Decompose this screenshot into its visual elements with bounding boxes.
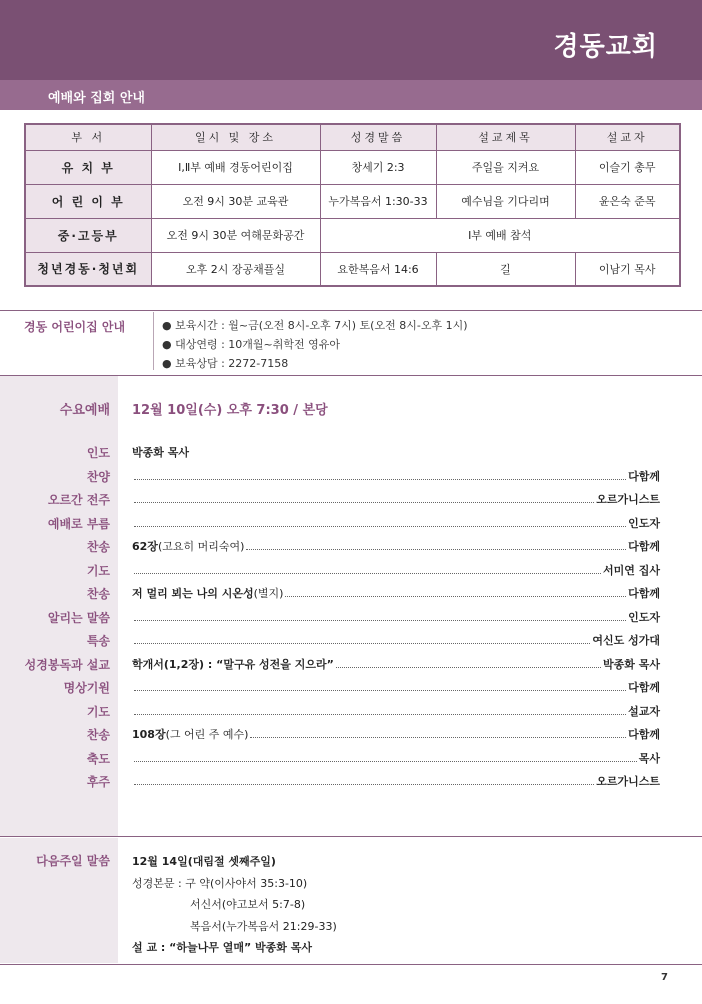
dot-leader	[134, 761, 637, 762]
order-content	[120, 656, 660, 672]
order-item	[0, 538, 702, 561]
dot-leader	[134, 620, 626, 621]
dot-leader	[134, 526, 626, 527]
order-bold-text: 학개서(1,2장) : “말구유 성전을 지으라”	[132, 657, 334, 671]
order-content	[120, 609, 660, 625]
order-item	[0, 515, 702, 538]
col-header: 성경말씀	[320, 124, 436, 150]
order-performer: 다함께	[628, 540, 660, 553]
order-item	[0, 679, 702, 702]
page-number: 7	[661, 972, 668, 983]
table-row	[25, 252, 680, 286]
order-bold-text: 저 멀리 뵈는 나의 시온성	[132, 587, 254, 600]
order-label: 기도	[86, 704, 110, 719]
order-content	[120, 585, 660, 601]
preacher-cell: 이남기 목사	[575, 252, 680, 286]
table-row	[25, 184, 680, 218]
header-banner	[0, 0, 702, 80]
divider	[0, 836, 702, 837]
dot-leader	[134, 690, 626, 691]
church-name: 경동교회	[553, 32, 658, 62]
order-label: 축도	[86, 751, 110, 766]
order-item	[0, 444, 702, 467]
order-performer: 다함께	[628, 728, 660, 741]
order-item	[0, 562, 702, 585]
scripture-cell: 요한복음서 14:6	[320, 252, 436, 286]
section-title: 예배와 집회 안내	[48, 91, 145, 106]
scripture-line: 성경본문 : 구 약(이사야서 35:3-10)	[132, 876, 308, 890]
order-content	[120, 703, 660, 719]
order-text	[120, 726, 250, 742]
merged-cell: Ⅰ부 예배 참석	[320, 218, 680, 252]
dot-leader	[134, 479, 626, 480]
order-label: 찬송	[86, 728, 110, 742]
col-header: 일시 및 장소	[151, 124, 320, 150]
order-item	[0, 468, 702, 491]
preacher-cell: 이슬기 총무	[575, 150, 680, 184]
order-label: 알리는 말씀	[47, 610, 110, 625]
section-bar	[0, 80, 702, 110]
order-performer: 목사	[638, 751, 660, 765]
order-item	[0, 656, 702, 679]
order-item	[0, 750, 702, 773]
order-note: (그 어린 주 예수)	[165, 728, 249, 741]
order-text	[120, 444, 191, 460]
order-item	[0, 609, 702, 632]
order-content	[120, 491, 660, 507]
dot-leader	[134, 573, 601, 574]
preacher-cell: 윤은숙 준목	[575, 184, 680, 218]
order-performer: 여신도 성가대	[592, 634, 660, 647]
dot-leader	[134, 714, 626, 715]
order-performer: 서미연 집사	[603, 563, 660, 577]
order-label: 오르간 전주	[47, 493, 110, 507]
dot-leader	[134, 784, 594, 785]
order-bold-text: 박종화 목사	[132, 446, 189, 459]
order-item	[0, 585, 702, 608]
dot-leader	[246, 549, 626, 550]
sermon-line: 설 교 : “하늘나무 열매” 박종화 목사	[132, 941, 312, 954]
order-label: 찬송	[86, 540, 110, 554]
time-cell: 오전 9시 30분 교육관	[151, 184, 320, 218]
order-label: 명상기원	[63, 681, 110, 695]
order-item	[0, 703, 702, 726]
order-item	[0, 491, 702, 514]
order-performer: 인도자	[628, 516, 660, 530]
divider	[0, 310, 702, 311]
order-label: 찬송	[86, 587, 110, 601]
order-content	[120, 444, 660, 460]
next-week-info	[132, 851, 337, 959]
order-content	[120, 679, 660, 695]
order-item	[0, 632, 702, 655]
info-line: ● 보육상담 : 2272-7158	[162, 357, 289, 370]
dot-leader	[250, 737, 626, 738]
title-cell: 길	[436, 252, 575, 286]
order-content	[120, 773, 660, 789]
info-line: ● 보육시간 : 월~금(오전 8시-오후 7시) 토(오전 8시-오후 1시)	[162, 319, 468, 332]
time-cell: Ⅰ,Ⅱ부 예배 경동어린이집	[151, 150, 320, 184]
order-content	[120, 515, 660, 531]
title-cell: 예수님을 기다리며	[436, 184, 575, 218]
table-row	[25, 150, 680, 184]
divider	[153, 312, 154, 370]
dot-leader	[134, 502, 594, 503]
dept-cell: 청년경동·청년회	[25, 252, 151, 286]
order-item	[0, 726, 702, 749]
order-performer: 인도자	[628, 610, 660, 624]
schedule-table	[24, 123, 681, 287]
order-content	[120, 468, 660, 484]
order-performer: 다함께	[628, 469, 660, 483]
col-header: 설교제목	[436, 124, 575, 150]
order-bold-text: 62장	[132, 540, 158, 553]
order-note: (별지)	[253, 587, 284, 600]
wednesday-label: 수요예배	[59, 403, 110, 418]
order-label: 후주	[86, 775, 110, 789]
dot-leader	[285, 596, 626, 597]
order-content	[120, 562, 660, 578]
order-performer: 오르가니스트	[596, 493, 660, 506]
scripture-line: 복음서(누가복음서 21:29-33)	[190, 919, 337, 933]
order-content	[120, 726, 660, 742]
title-cell: 주일을 지켜요	[436, 150, 575, 184]
order-performer: 다함께	[628, 587, 660, 600]
divider	[0, 964, 702, 965]
order-content	[120, 632, 660, 648]
time-cell: 오전 9시 30분 여해문화공간	[151, 218, 320, 252]
dot-leader	[134, 643, 590, 644]
order-text	[120, 656, 336, 672]
order-content	[120, 538, 660, 554]
order-bold-text: 108장	[132, 728, 166, 741]
order-label: 성경봉독과 설교	[24, 657, 110, 672]
scripture-cell: 누가복음서 1:30-33	[320, 184, 436, 218]
col-header: 설교자	[575, 124, 680, 150]
kindergarten-info	[162, 316, 468, 373]
order-performer: 박종화 목사	[603, 657, 660, 671]
order-label: 인도	[86, 446, 110, 460]
dept-cell: 어 린 이 부	[25, 184, 151, 218]
order-content	[120, 750, 660, 766]
time-cell: 오후 2시 장공채플실	[151, 252, 320, 286]
next-week-date: 12월 14일(대림절 셋째주일)	[132, 855, 276, 868]
order-label: 찬양	[86, 469, 110, 484]
table-row	[25, 218, 680, 252]
next-week-label: 다음주일 말씀	[36, 854, 110, 868]
info-line: ● 대상연령 : 10개월~취학전 영유아	[162, 338, 341, 351]
kindergarten-label: 경동 어린이집 안내	[24, 320, 126, 334]
scripture-cell: 창세기 2:3	[320, 150, 436, 184]
scripture-line: 서신서(야고보서 5:7-8)	[190, 898, 306, 911]
order-text	[120, 585, 285, 601]
order-note: (고요히 머리숙여)	[157, 540, 245, 553]
order-label: 특송	[86, 634, 110, 648]
order-text	[120, 538, 246, 554]
order-item	[0, 773, 702, 796]
dept-cell: 중·고등부	[25, 218, 151, 252]
order-label: 예배로 부름	[47, 516, 110, 531]
dept-cell: 유 치 부	[25, 150, 151, 184]
dot-leader	[336, 667, 601, 668]
order-performer: 설교자	[628, 704, 660, 718]
col-header: 부 서	[25, 124, 151, 150]
order-label: 기도	[86, 563, 110, 578]
order-performer: 오르가니스트	[596, 775, 660, 788]
table-header-row	[25, 124, 680, 150]
order-performer: 다함께	[628, 681, 660, 694]
wednesday-info: 12월 10일(수) 오후 7:30 / 본당	[132, 403, 328, 418]
